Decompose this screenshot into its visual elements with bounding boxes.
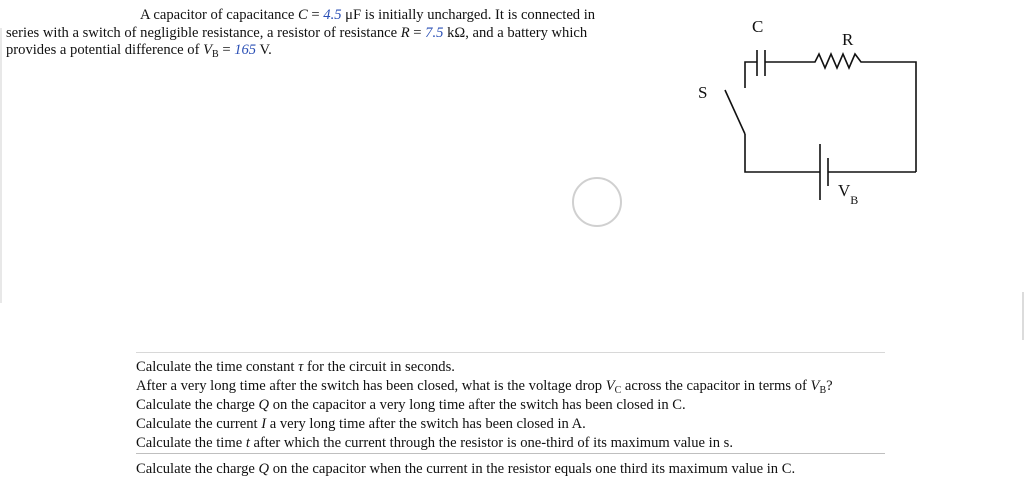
label-r: R xyxy=(842,30,854,49)
circle-icon[interactable] xyxy=(572,177,622,227)
question-time-constant: Calculate the time constant τ for the circuit in seconds. xyxy=(136,359,455,375)
circuit-diagram xyxy=(690,10,930,220)
question-charge-one-third: Calculate the charge Q on the capacitor when the current in the resistor equals one third its maximum value in C. xyxy=(136,461,796,477)
problem-line-2: series with a switch of negligible resistance, a resistor of resistance R = 7.5 kΩ, and a battery which xyxy=(6,24,588,41)
resistance-value: 7.5 xyxy=(425,24,444,41)
questions-divider xyxy=(136,453,885,454)
label-v: $V_B$ xyxy=(838,181,859,207)
label-c: C xyxy=(752,17,764,36)
label-s: S xyxy=(698,83,708,102)
problem-line-1: A capacitor of capacitance C = 4.5 μF is initially uncharged. It is connected in xyxy=(140,7,596,23)
problem-line-3: provides a potential difference of $V_B = 165$ V. xyxy=(6,42,272,60)
question-time-one-third: Calculate the time t after which the current through the resistor is one-third of its maximum value in s. xyxy=(136,435,733,451)
questions-list xyxy=(136,352,886,479)
question-charge-final: Calculate the charge Q on the capacitor a very long time after the switch has been closed in C. xyxy=(136,397,686,413)
problem-statement xyxy=(6,7,638,60)
circuit-wires xyxy=(725,50,916,200)
question-voltage-drop: After a very long time after the switch has been closed, what is the voltage drop $V_C$ across the capacitor in terms of $V_B$? xyxy=(136,378,833,396)
voltage-value: 165 xyxy=(234,42,257,58)
questions-top-rule xyxy=(136,352,885,353)
left-edge-rule xyxy=(0,28,2,303)
question-current-final: Calculate the current I a very long time after the switch has been closed in A. xyxy=(136,416,586,432)
capacitance-value: 4.5 xyxy=(323,7,342,23)
